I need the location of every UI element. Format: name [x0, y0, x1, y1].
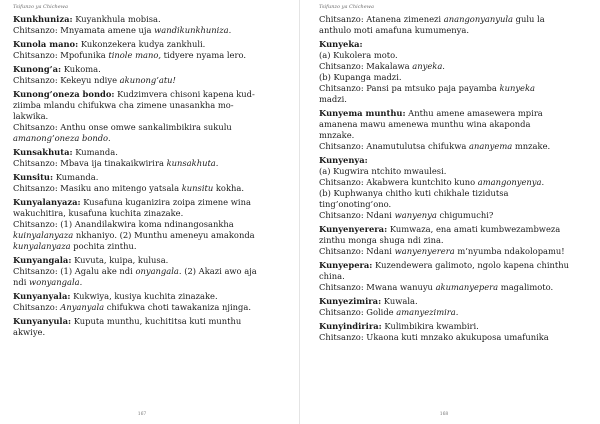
example-word: onyangala. — [135, 266, 182, 276]
entry-line — [319, 260, 578, 271]
headword: Kunyenya: — [319, 155, 368, 165]
entry-text: Kukoma. — [61, 64, 101, 74]
dictionary-entry — [13, 89, 276, 144]
entry-line — [13, 219, 276, 230]
entry-text: ndi — [13, 277, 30, 287]
entry-line — [13, 316, 276, 327]
entry-text: Chitsanzo: Atanena zimenezi — [319, 14, 444, 24]
entry-line — [319, 83, 578, 94]
entry-text: Chitsanzo: Ukaona kuti mnzako akukuposa umafunika — [319, 332, 549, 342]
entry-list-right — [319, 14, 578, 343]
headword: Kunyindirira: — [319, 321, 382, 331]
example-word: amanyezimira. — [396, 307, 459, 317]
entry-line — [319, 130, 578, 141]
entry-line — [319, 199, 578, 210]
entry-line — [319, 332, 578, 343]
entry-text: Anthu amene amasewera mpira — [405, 108, 543, 118]
entry-line — [13, 208, 276, 219]
entry-text: (a) Kugwira ntchito mwaulesi. — [319, 166, 447, 176]
entry-text: Chitsanzo: Akabwera kuntchito kuno — [319, 177, 478, 187]
page-number-left: 167 — [137, 412, 147, 417]
entry-line — [13, 25, 276, 36]
entry-text: madzi. — [319, 94, 347, 104]
entry-text: chigumuchi? — [436, 210, 494, 220]
example-word: kunyeka — [499, 83, 536, 93]
entry-text: magalimoto. — [498, 282, 554, 292]
entry-text: Kuzendewera galimoto, ngolo kapena chinthu — [372, 260, 569, 270]
example-word: anangonyanyula — [443, 14, 513, 24]
entry-line — [319, 235, 578, 246]
entry-text: Chitsanzo: Ndani — [319, 246, 395, 256]
entry-text: Chitsanzo: (1) Agalu ake ndi — [13, 266, 136, 276]
entry-line — [319, 94, 578, 105]
entry-text: (a) Kukolera moto. — [319, 50, 398, 60]
dictionary-entry — [319, 108, 578, 152]
entry-line — [13, 111, 276, 122]
entry-text: Chitsanzo: Mnyamata amene uja — [13, 25, 155, 35]
headword: Kunkhuniza: — [13, 14, 73, 24]
headword: Kunong’a: — [13, 64, 62, 74]
dictionary-entry — [13, 39, 276, 61]
example-word: Anyanyala — [60, 302, 105, 312]
dictionary-entry — [13, 147, 276, 169]
entry-text: Kukonzekera kudya zankhuli. — [78, 39, 206, 49]
entry-text: mnzake. — [319, 130, 355, 140]
entry-line — [319, 119, 578, 130]
entry-text: Chitsanzo: Mwana wanuyu — [319, 282, 436, 292]
headword: Kunyezimira: — [319, 296, 382, 306]
headword: Kunyalanyaza: — [13, 197, 81, 207]
entry-line — [13, 89, 276, 100]
entry-text: Kuputa munthu, kuchititsa kuti munthu — [71, 316, 242, 326]
example-word: kunsitu — [181, 183, 214, 193]
example-word: kuinyalanyaza — [13, 230, 74, 240]
dictionary-entry — [13, 255, 276, 288]
entry-line — [319, 141, 578, 152]
entry-text: lakwika. — [13, 111, 49, 121]
entry-text: (b) Kupanga madzi. — [319, 72, 402, 82]
entry-line — [13, 133, 276, 144]
entry-line — [319, 14, 578, 25]
entry-text: Chitsanzo: Anthu onse omwe sankalimbikira sukulu — [13, 122, 232, 132]
entry-text: Kuvuta, kuipa, kulusa. — [71, 255, 169, 265]
entry-line — [319, 61, 578, 72]
entry-line — [319, 166, 578, 177]
entry-text: china. — [319, 271, 345, 281]
dictionary-entry — [319, 39, 578, 105]
dictionary-entry — [13, 197, 276, 252]
entry-text: akwiye. — [13, 327, 46, 337]
headword: Kunong’oneza bondo: — [13, 89, 115, 99]
dictionary-entry — [319, 14, 578, 36]
entry-text: Chitsanzo: Makalawa — [319, 61, 413, 71]
entry-text: kokha. — [213, 183, 245, 193]
headword: Kunyenyerera: — [319, 224, 388, 234]
entry-text: Chitsanzo: — [13, 302, 61, 312]
entry-line — [13, 241, 276, 252]
entry-text: (b) Kuphwanya chitho kuti chikhale tizidutsa — [319, 188, 509, 198]
entry-text: Chitsanzo: Mpofunika — [13, 50, 109, 60]
headword: Kunyanyala: — [13, 291, 71, 301]
example-word: anyeka. — [412, 61, 445, 71]
entry-text: Kukwiya, kusiya kuchita zinazake. — [70, 291, 218, 301]
entry-line — [13, 255, 276, 266]
entry-line — [319, 307, 578, 318]
entry-line — [13, 147, 276, 158]
entry-line — [13, 183, 276, 194]
example-word: wandikunkhuniza. — [154, 25, 232, 35]
entry-line — [319, 296, 578, 307]
entry-text: Chitsanzo: Ndani — [319, 210, 395, 220]
entry-line — [319, 271, 578, 282]
entry-text: Kumanda. — [53, 172, 99, 182]
example-word: akumanyepera — [435, 282, 499, 292]
entry-line — [13, 50, 276, 61]
entry-text: Kumanda. — [72, 147, 118, 157]
headword: Kunola mano: — [13, 39, 79, 49]
dictionary-entry — [319, 321, 578, 343]
entry-text: mnzake. — [512, 141, 551, 151]
dictionary-entry — [319, 296, 578, 318]
entry-text: nkhaniyo. (2) Munthu ameneyu amakonda — [73, 230, 255, 240]
entry-text: Kusafuna kuganizira zoipa zimene wina — [80, 197, 251, 207]
entry-text: gulu la — [513, 14, 545, 24]
example-word: wanyenya — [394, 210, 437, 220]
example-word: akunong’atu! — [119, 75, 176, 85]
headword: Kunyema munthu: — [319, 108, 406, 118]
entry-text: Kudzimvera chisoni kapena kud- — [114, 89, 255, 99]
entry-text: Chitsanzo: Mbava ija tinakaikwirira — [13, 158, 167, 168]
example-word: tinole mano, — [108, 50, 162, 60]
dictionary-entry — [13, 172, 276, 194]
headword: Kunyepera: — [319, 260, 373, 270]
entry-line — [319, 25, 578, 36]
page-gutter — [299, 0, 300, 424]
running-head-right: Tsifunzo ya Chichewa — [319, 4, 374, 10]
page-number-right: 168 — [439, 412, 449, 417]
entry-line — [319, 39, 578, 50]
entry-line — [13, 291, 276, 302]
entry-line — [13, 172, 276, 183]
entry-line — [319, 282, 578, 293]
running-head-left: Tsifunzo ya Chichewa — [13, 4, 68, 10]
entry-line — [13, 197, 276, 208]
example-word: wanyenyerera — [394, 246, 455, 256]
entry-text: wakuchitira, kusafuna kuchita zinazake. — [13, 208, 184, 218]
entry-text: amanena mawu amenewa munthu wina akaponda — [319, 119, 531, 129]
entry-line — [319, 210, 578, 221]
entry-text: ziimba mlandu chifukwa cha zimene unasankha mo- — [13, 100, 234, 110]
entry-list-left — [13, 14, 276, 338]
entry-text: Chitsanzo: Pansi pa mtsuko paja payamba — [319, 83, 500, 93]
entry-line — [13, 14, 276, 25]
headword: Kunyangala: — [13, 255, 72, 265]
entry-line — [13, 75, 276, 86]
entry-text: (2) Akazi awo aja — [181, 266, 257, 276]
headword: Kunyeka: — [319, 39, 363, 49]
headword: Kunsakhuta: — [13, 147, 73, 157]
entry-text: Kulimbikira kwambiri. — [381, 321, 479, 331]
dictionary-entry — [13, 291, 276, 313]
entry-text: pochita zinthu. — [70, 241, 137, 251]
entry-line — [319, 50, 578, 61]
entry-line — [13, 100, 276, 111]
entry-line — [319, 72, 578, 83]
entry-text: ting’onoting’ono. — [319, 199, 392, 209]
right-page — [302, 0, 586, 424]
entry-text: Chitsanzo: (1) Anandilakwira koma ndinangosankha — [13, 219, 234, 229]
example-word: ananyema — [468, 141, 513, 151]
entry-line — [13, 277, 276, 288]
dictionary-entry — [13, 64, 276, 86]
example-word: kunyalanyaza — [13, 241, 71, 251]
entry-text: Chitsanzo: Kekeyu ndiye — [13, 75, 120, 85]
entry-text: Kuyankhula mobisa. — [72, 14, 161, 24]
entry-text: Chitsanzo: Golide — [319, 307, 397, 317]
example-word: kunsakhuta. — [166, 158, 219, 168]
example-word: wonyangala. — [29, 277, 83, 287]
entry-line — [13, 302, 276, 313]
headword: Kunyanyula: — [13, 316, 72, 326]
left-page — [0, 0, 284, 424]
dictionary-entry — [13, 316, 276, 338]
entry-text: Chitsanzo: Anamutulutsa chifukwa — [319, 141, 469, 151]
entry-line — [319, 177, 578, 188]
entry-text: Kuwala. — [381, 296, 418, 306]
dictionary-entry — [319, 224, 578, 257]
entry-line — [319, 321, 578, 332]
dictionary-entry — [319, 260, 578, 293]
entry-line — [319, 224, 578, 235]
entry-text: Chitsanzo: Masiku ano mitengo yatsala — [13, 183, 182, 193]
entry-line — [319, 246, 578, 257]
entry-text: chifukwa choti tawakaniza njinga. — [104, 302, 252, 312]
entry-line — [13, 122, 276, 133]
entry-line — [13, 327, 276, 338]
headword: Kunsitu: — [13, 172, 54, 182]
entry-line — [13, 158, 276, 169]
entry-line — [319, 188, 578, 199]
entry-line — [13, 64, 276, 75]
entry-text: Kumwaza, ena amati kumbwezambweza — [387, 224, 561, 234]
example-word: amangonyenya. — [477, 177, 545, 187]
example-word: amanong’oneza bondo. — [13, 133, 111, 143]
dictionary-entry — [13, 14, 276, 36]
entry-line — [13, 266, 276, 277]
entry-line — [13, 230, 276, 241]
entry-text: tidyere nyama lero. — [161, 50, 246, 60]
entry-text: anthulo moti amafuna kumumenya. — [319, 25, 470, 35]
entry-line — [319, 108, 578, 119]
dictionary-entry — [319, 155, 578, 221]
entry-line — [319, 155, 578, 166]
entry-text: m’nyumba ndakolopamu! — [454, 246, 565, 256]
entry-text: zinthu monga shuga ndi zina. — [319, 235, 444, 245]
entry-line — [13, 39, 276, 50]
